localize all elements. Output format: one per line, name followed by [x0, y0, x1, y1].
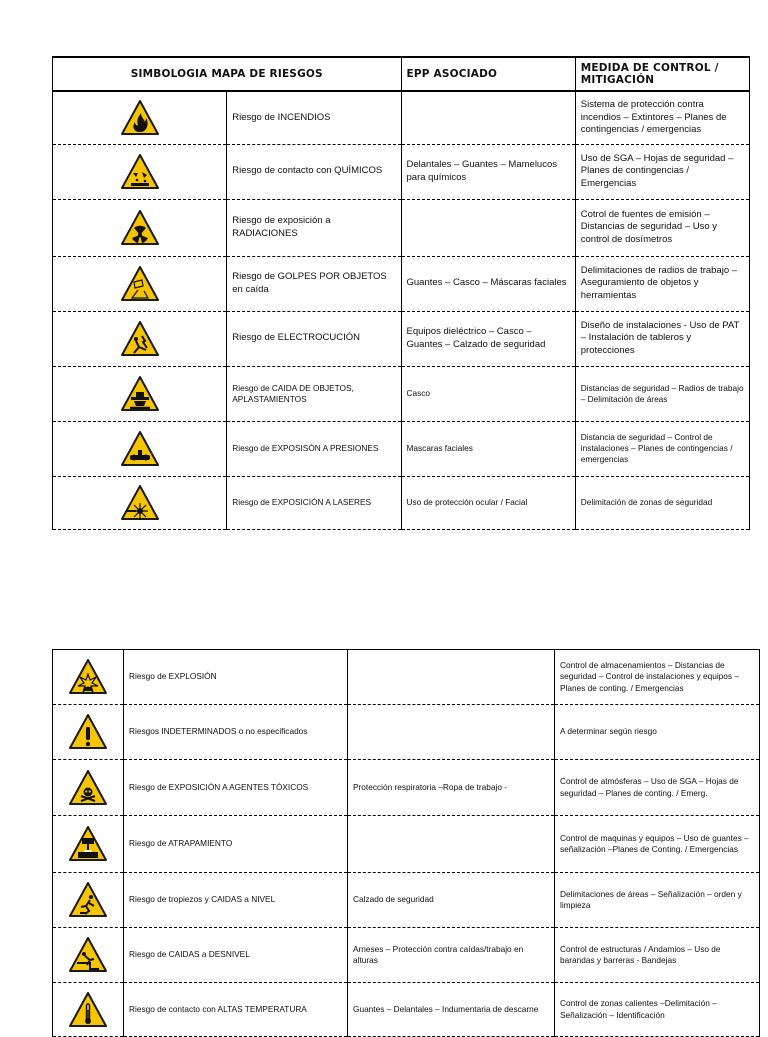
control-cell: Delimitación de zonas de seguridad — [575, 476, 749, 529]
fall-from-height-warning-icon-graphic — [68, 935, 108, 975]
table-row — [53, 705, 760, 760]
radiation-warning-icon — [53, 199, 227, 256]
toxic-warning-icon-graphic — [68, 768, 108, 808]
epp-cell: Casco — [401, 366, 575, 421]
table-row — [53, 983, 760, 1037]
control-cell: Control de maquinas y equipos – Uso de guantes –señalización –Planes de Conting. / Emergencias — [555, 816, 760, 873]
table-row — [53, 311, 750, 366]
explosion-warning-icon — [53, 650, 124, 705]
control-cell: Control de estructuras / Andamios – Uso de barandas y barreras - Bandejas — [555, 928, 760, 983]
laser-warning-icon — [53, 476, 227, 529]
control-cell: Uso de SGA – Hojas de seguridad – Planes de contingencias / Emergencias — [575, 144, 749, 199]
risk-cell: Riesgo de contacto con ALTAS TEMPERATURA — [124, 983, 348, 1037]
general-warning-icon-graphic — [68, 712, 108, 752]
epp-cell: Guantes – Casco – Máscaras faciales — [401, 256, 575, 311]
epp-cell — [348, 816, 555, 873]
table-row — [53, 366, 750, 421]
fire-warning-icon — [53, 91, 227, 144]
electrocution-warning-icon — [53, 311, 227, 366]
table-row — [53, 760, 760, 816]
table-row — [53, 873, 760, 928]
corrosive-warning-icon-graphic — [120, 152, 160, 192]
header-control: MEDIDA DE CONTROL / MITIGACIÓN — [575, 57, 749, 91]
epp-cell — [401, 91, 575, 144]
risk-cell: Riesgo de INCENDIOS — [227, 91, 401, 144]
corrosive-warning-icon — [53, 144, 227, 199]
risk-cell: Riesgo de EXPOSICIÓN A LASERES — [227, 476, 401, 529]
entrapment-warning-icon-graphic — [68, 824, 108, 864]
pressure-warning-icon-graphic — [120, 429, 160, 469]
risk-cell: Riesgo de ELECTROCUCIÓN — [227, 311, 401, 366]
risk-cell: Riesgo de CAIDAS a DESNIVEL — [124, 928, 348, 983]
high-temperature-warning-icon — [53, 983, 124, 1037]
epp-cell: Arneses – Protección contra caídas/trabajo en alturas — [348, 928, 555, 983]
toxic-warning-icon — [53, 760, 124, 816]
epp-cell: Guantes – Delantales – Indumentaria de descarne — [348, 983, 555, 1037]
risk-cell: Riesgo de EXPLOSIÓN — [124, 650, 348, 705]
trip-warning-icon-graphic — [68, 880, 108, 920]
control-cell: Control de almacenamientos – Distancias de seguridad – Control de instalaciones y equipos – Planes de conting. / Emergencias — [555, 650, 760, 705]
crushing-warning-icon-graphic — [120, 374, 160, 414]
table-row — [53, 928, 760, 983]
electrocution-warning-icon-graphic — [120, 319, 160, 359]
table-row — [53, 650, 760, 705]
epp-cell: Mascaras faciales — [401, 421, 575, 476]
control-cell: Delimitaciones de radios de trabajo – Aseguramiento de objetos y herramientas — [575, 256, 749, 311]
table-row — [53, 91, 750, 144]
risk-cell: Riesgo de CAIDA DE OBJETOS, APLASTAMIENTOS — [227, 366, 401, 421]
trip-warning-icon — [53, 873, 124, 928]
explosion-warning-icon-graphic — [68, 657, 108, 697]
pressure-warning-icon — [53, 421, 227, 476]
epp-cell: Uso de protección ocular / Facial — [401, 476, 575, 529]
control-cell: Delimitaciones de áreas – Señalización – orden y limpieza — [555, 873, 760, 928]
table-row — [53, 144, 750, 199]
general-warning-icon — [53, 705, 124, 760]
fire-warning-icon-graphic — [120, 98, 160, 138]
crushing-warning-icon — [53, 366, 227, 421]
control-cell: Diseño de instalaciones - Uso de PAT – Instalación de tableros y protecciones — [575, 311, 749, 366]
control-cell: Cotrol de fuentes de emisión – Distancias de seguridad – Uso y control de dosímetros — [575, 199, 749, 256]
laser-warning-icon-graphic — [120, 483, 160, 523]
risk-map-table-1 — [52, 56, 750, 530]
table-row — [53, 199, 750, 256]
epp-cell: Protección respiratoria –Ropa de trabajo - — [348, 760, 555, 816]
risk-cell: Riesgo de contacto con QUÍMICOS — [227, 144, 401, 199]
header-epp: EPP ASOCIADO — [401, 57, 575, 91]
control-cell: Control de zonas calientes –Delimitación – Señalización – Identificación — [555, 983, 760, 1037]
table-row — [53, 421, 750, 476]
fall-from-height-warning-icon — [53, 928, 124, 983]
entrapment-warning-icon — [53, 816, 124, 873]
epp-cell: Calzado de seguridad — [348, 873, 555, 928]
control-cell: A determinar según riesgo — [555, 705, 760, 760]
header-symbol: SIMBOLOGIA MAPA DE RIESGOS — [53, 57, 402, 91]
epp-cell: Equipos dieléctrico – Casco – Guantes – Calzado de seguridad — [401, 311, 575, 366]
falling-objects-warning-icon-graphic — [120, 264, 160, 304]
falling-objects-warning-icon — [53, 256, 227, 311]
risk-cell: Riesgo de exposición a RADIACIONES — [227, 199, 401, 256]
radiation-warning-icon-graphic — [120, 208, 160, 248]
epp-cell: Delantales – Guantes – Mamelucos para químicos — [401, 144, 575, 199]
table-row — [53, 256, 750, 311]
table-row — [53, 476, 750, 529]
epp-cell — [401, 199, 575, 256]
epp-cell — [348, 650, 555, 705]
control-cell: Distancias de seguridad – Radios de trabajo – Delimitación de áreas — [575, 366, 749, 421]
control-cell: Distancia de seguridad – Control de instalaciones – Planes de contingencias / emergencias — [575, 421, 749, 476]
risk-cell: Riesgo de ATRAPAMIENTO — [124, 816, 348, 873]
table-header — [53, 57, 750, 91]
risk-cell: Riesgo de tropiezos y CAIDAS a NIVEL — [124, 873, 348, 928]
risk-cell: Riesgo de EXPOSISÓN A PRESIONES — [227, 421, 401, 476]
control-cell: Sistema de protección contra incendios – Extintores – Planes de contingencias / emergencias — [575, 91, 749, 144]
risk-cell: Riesgo de GOLPES POR OBJETOS en caída — [227, 256, 401, 311]
risk-cell: Riesgos INDETERMINADOS o no especificados — [124, 705, 348, 760]
control-cell: Control de atmósferas – Uso de SGA – Hojas de seguridad – Planes de conting. / Emerg. — [555, 760, 760, 816]
risk-map-table-2 — [52, 649, 760, 1037]
epp-cell — [348, 705, 555, 760]
risk-cell: Riesgo de EXPOSICIÓN A AGENTES TÓXICOS — [124, 760, 348, 816]
table-row — [53, 816, 760, 873]
